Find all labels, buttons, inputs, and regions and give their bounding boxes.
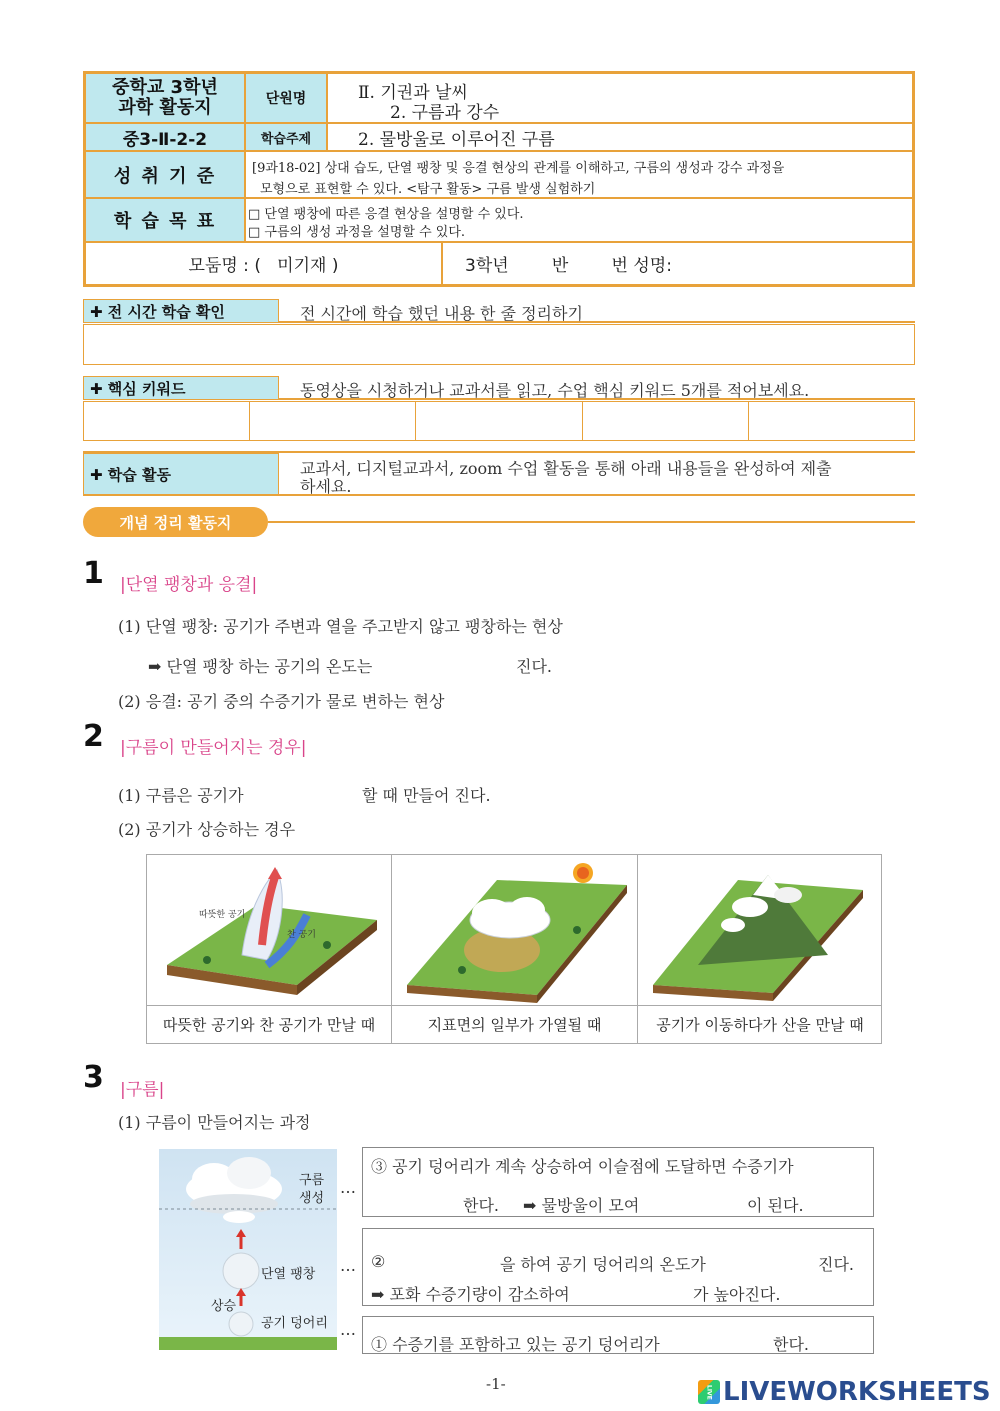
keyword-label: ✚ 핵심 키워드 (90, 379, 186, 398)
part2-line2: (2) 공기가 상승하는 경우 (118, 820, 296, 839)
part1-title: |단열 팽창과 응결| (120, 575, 258, 595)
part2-answer-blank[interactable] (265, 781, 357, 803)
unit-line2: 2. 구름과 강수 (390, 103, 500, 123)
box2-c: 진다. (818, 1255, 854, 1274)
topic-label: 학습주제 (260, 131, 312, 147)
goal-2: □ 구름의 생성 과정을 설명할 수 있다. (248, 225, 466, 240)
process-box-1 (362, 1316, 874, 1354)
concept-tab-label: 개념 정리 활동지 (119, 513, 232, 532)
part1-line2a: ➡ 단열 팽창 하는 공기의 온도는 (148, 657, 373, 676)
box3-blank[interactable] (653, 1191, 743, 1213)
cloud-formation-figure (146, 854, 882, 1044)
achievement-label: 성 취 기 준 (113, 165, 217, 187)
box3-b: ➡ 물방울이 모여 (523, 1196, 640, 1215)
box2-blank-2[interactable] (727, 1250, 807, 1272)
dots-2: … (340, 1256, 356, 1275)
achievement-value-cell (245, 151, 913, 198)
box3-line1: ③ 공기 덩어리가 계속 상승하여 이슬점에 도달하면 수증기가 (371, 1157, 794, 1176)
achievement-label-cell (85, 151, 245, 198)
box2-blank-1[interactable] (393, 1250, 493, 1272)
goal-label: 학 습 목 표 (113, 211, 217, 232)
group-text[interactable]: 모둠명 : ( 미기재 ) (188, 256, 339, 276)
logo-icon-text: LIVE (705, 1384, 713, 1400)
box2-blank-3[interactable] (595, 1280, 685, 1302)
dots-1: … (340, 1178, 356, 1197)
topic-label-cell (245, 123, 327, 151)
goal-value-cell (245, 198, 913, 242)
keyword-input-1[interactable] (83, 401, 250, 441)
part1-number: 1 (83, 556, 104, 591)
liveworksheets-logo (698, 1377, 991, 1407)
diagram-cloud-label-2: 생성 (299, 1191, 325, 1206)
box2-e: 가 높아진다. (693, 1285, 781, 1304)
box3-c: 이 된다. (747, 1196, 804, 1215)
part1-line3: (2) 응결: 공기 중의 수증기가 물로 변하는 현상 (118, 692, 445, 711)
logo-icon (698, 1380, 720, 1404)
mountain-illustration (638, 855, 883, 1005)
goal-1: □ 단열 팽창에 따른 응결 현상을 설명할 수 있다. (248, 207, 524, 222)
unit-label: 단원명 (265, 91, 307, 107)
warm-air-label: 따뜻한 공기 (199, 910, 246, 920)
logo-text[interactable]: LIVEWORKSHEETS (723, 1377, 991, 1407)
caption-mountain: 공기가 이동하다가 산을 만날 때 (638, 1005, 882, 1043)
box1-b: 한다. (773, 1335, 809, 1354)
code-text: 중3-Ⅱ-2-2 (122, 129, 208, 150)
box3-a: 한다. (463, 1196, 499, 1215)
cold-air-label: 찬 공기 (287, 930, 316, 940)
part3-line1: (1) 구름이 만들어지는 과정 (118, 1113, 311, 1132)
diagram-cloud-label-1: 구름 (299, 1173, 325, 1188)
diagram-expand-label: 단열 팽창 (261, 1267, 316, 1282)
page-number: -1- (486, 1375, 506, 1393)
box1-blank[interactable] (681, 1330, 767, 1352)
part2-line1b: 할 때 만들어 진다. (362, 786, 491, 805)
subject-text: 과학 활동지 (118, 97, 212, 118)
school-cell (85, 73, 245, 123)
figure-mountain (638, 855, 883, 1005)
topic-text: 2. 물방울로 이루어진 구름 (358, 129, 555, 150)
class-info-cell (442, 242, 913, 285)
activity-desc-1: 교과서, 디지털교과서, zoom 수업 활동을 통해 아래 내용들을 완성하여 제출 (300, 459, 832, 478)
class-info-text[interactable]: 3학년 반 번 성명: (465, 256, 672, 276)
school-text: 중학교 3학년 (112, 77, 218, 98)
keyword-input-2[interactable] (249, 401, 416, 441)
header-table (83, 71, 915, 287)
review-desc: 전 시간에 학습 했던 내용 한 줄 정리하기 (300, 304, 583, 323)
keyword-desc: 동영상을 시청하거나 교과서를 읽고, 수업 핵심 키워드 5개를 적어보세요. (300, 381, 810, 400)
activity-desc-2: 하세요. (300, 477, 352, 496)
caption-heating: 지표면의 일부가 가열될 때 (392, 1005, 638, 1043)
part1-answer-blank[interactable] (420, 652, 510, 674)
achievement-line2: 모형으로 표현할 수 있다. <탐구 활동> 구름 발생 실험하기 (260, 182, 596, 197)
review-label: ✚ 전 시간 학습 확인 (90, 302, 225, 321)
topic-value-cell (327, 123, 913, 151)
part2-title: |구름이 만들어지는 경우| (120, 738, 307, 758)
process-box-3 (362, 1147, 874, 1217)
part2-line1a: (1) 구름은 공기가 (118, 786, 244, 805)
activity-label: ✚ 학습 활동 (90, 465, 171, 484)
achievement-line1: [9과18-02] 상대 습도, 단열 팽창 및 응결 현상의 관계를 이해하고, 구름의 생성과 강수 과정을 (252, 161, 785, 176)
unit-label-cell (245, 73, 327, 123)
front-illustration (147, 855, 392, 1005)
part3-number: 3 (83, 1060, 104, 1095)
concept-tab (83, 507, 268, 537)
unit-line1: Ⅱ. 기권과 날씨 (358, 83, 468, 103)
concept-line (268, 521, 915, 523)
box1-a: ① 수증기를 포함하고 있는 공기 덩어리가 (371, 1335, 660, 1354)
review-input-box[interactable] (83, 324, 915, 365)
goal-label-cell (85, 198, 245, 242)
keyword-input-5[interactable] (748, 401, 915, 441)
part1-line1: (1) 단열 팽창: 공기가 주변과 열을 주고받지 않고 팽창하는 현상 (118, 617, 563, 636)
part1-line2b: 진다. (516, 657, 552, 676)
heating-illustration (392, 855, 638, 1005)
box2-b: 을 하여 공기 덩어리의 온도가 (500, 1255, 706, 1274)
part3-title: |구름| (120, 1080, 165, 1100)
figure-heating (392, 855, 638, 1005)
box2-d: ➡ 포화 수증기량이 감소하여 (371, 1285, 570, 1304)
box2-a: ② (371, 1252, 386, 1271)
activity-underline (83, 494, 915, 496)
diagram-rise-label: 상승 (211, 1299, 237, 1314)
part2-number: 2 (83, 719, 104, 754)
code-cell (85, 123, 245, 151)
dots-3: … (340, 1320, 356, 1339)
cloud-process-diagram (159, 1149, 337, 1350)
process-box-2 (362, 1228, 874, 1306)
group-cell (85, 242, 442, 285)
unit-value-cell (327, 73, 913, 123)
diagram-parcel-label: 공기 덩어리 (261, 1316, 328, 1331)
keyword-input-3[interactable] (415, 401, 583, 441)
caption-front: 따뜻한 공기와 찬 공기가 만날 때 (147, 1005, 392, 1043)
keyword-input-4[interactable] (582, 401, 749, 441)
figure-front (147, 855, 392, 1005)
